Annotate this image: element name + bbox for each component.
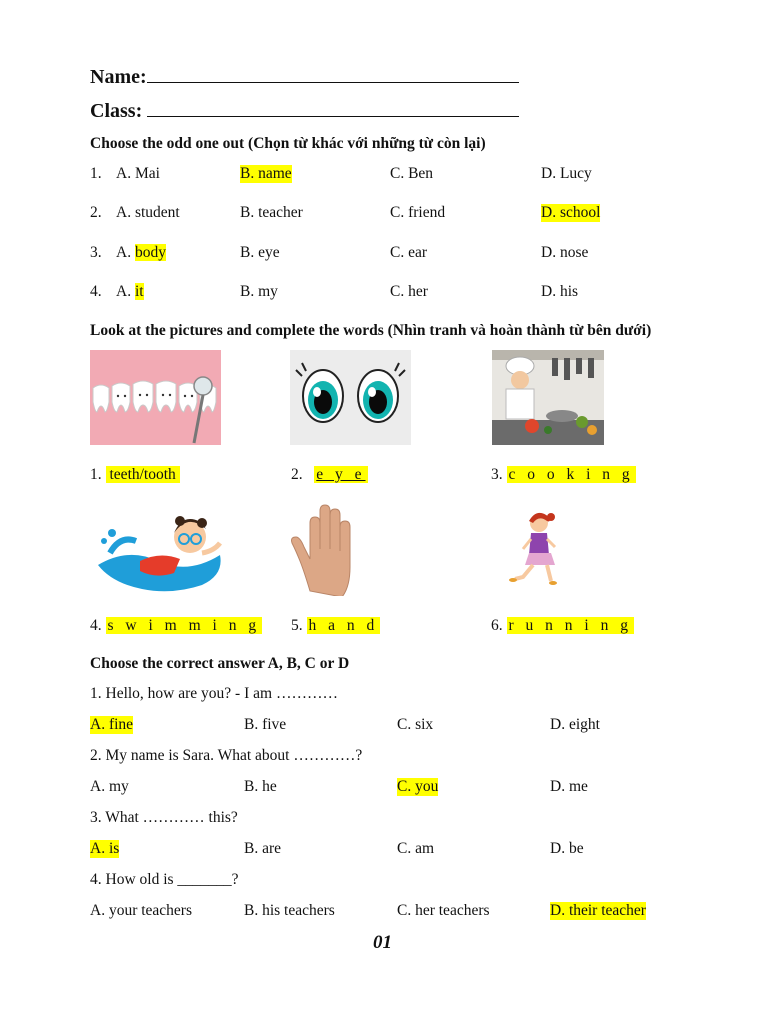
picture-answer-6: [491, 617, 634, 635]
section2-title: Look at the pictures and complete the words (Nhìn tranh và hoàn thành từ bên dưới): [90, 322, 652, 339]
swimming-girl-icon: [90, 503, 226, 596]
class-field: [90, 100, 519, 123]
answer-c: C. her teachers: [397, 902, 490, 919]
answer: e y e: [316, 466, 366, 483]
name-blank: [147, 66, 519, 83]
answer-b: B. five: [244, 716, 287, 733]
answer: c o o k i n g: [508, 466, 634, 483]
option-c: C. her: [390, 283, 428, 300]
picture-answer-1: [90, 466, 180, 484]
chef-cooking-icon: [492, 350, 604, 445]
option-a: student: [134, 204, 180, 221]
item-number: 6.: [491, 617, 503, 634]
s1-row-4: [90, 283, 144, 301]
option-c: C. Ben: [390, 165, 434, 182]
option-prefix: A.: [116, 283, 135, 300]
name-label: Name:: [90, 66, 147, 88]
answer-d: D. their teacher: [550, 902, 646, 919]
answer-c: C. am: [397, 840, 435, 857]
answer-a: A. is: [90, 840, 120, 857]
question-3: 3. What ………… this?: [90, 809, 238, 826]
option-a: body: [134, 244, 166, 261]
option-b: B. name: [240, 165, 292, 182]
option-c: C. ear: [390, 244, 428, 261]
s1-row-1: [90, 165, 160, 183]
question-2: 2. My name is Sara. What about …………?: [90, 747, 363, 764]
answer: s w i m m i n g: [107, 617, 261, 634]
answer-a: A. fine: [90, 716, 134, 733]
answer: h a n d: [308, 617, 379, 634]
picture-answer-2: [291, 466, 368, 484]
answer: teeth/tooth: [106, 466, 180, 483]
picture-answer-3: [491, 466, 636, 484]
s1-row-3: [90, 244, 166, 262]
option-prefix: A.: [116, 165, 135, 182]
answer: r u n n i n g: [508, 617, 632, 634]
hand-icon: [290, 503, 366, 596]
option-prefix: A.: [116, 204, 135, 221]
answer-a: A. my: [90, 778, 129, 795]
answer-c: C. you: [397, 778, 439, 795]
answer-d: D. me: [550, 778, 588, 795]
answer-b: B. his teachers: [244, 902, 335, 919]
option-d: D. his: [541, 283, 579, 300]
section1-title: Choose the odd one out (Chọn từ khác với những từ còn lại): [90, 135, 486, 152]
row-number: 2.: [90, 204, 102, 221]
s1-row-2: [90, 204, 180, 222]
option-b: B. my: [240, 283, 278, 300]
picture-answer-4: [90, 617, 262, 635]
item-number: 3.: [491, 466, 503, 483]
name-field: [90, 66, 519, 89]
answer-b: B. he: [244, 778, 277, 795]
class-blank: [147, 100, 519, 117]
eyes-icon: [290, 350, 411, 445]
row-number: 1.: [90, 165, 102, 182]
row-number: 3.: [90, 244, 102, 261]
teeth-icon: [90, 350, 221, 445]
row-number: 4.: [90, 283, 102, 300]
item-number: 4.: [90, 617, 102, 634]
option-d: D. Lucy: [541, 165, 592, 182]
item-number: 5.: [291, 617, 303, 634]
answer-c: C. six: [397, 716, 434, 733]
option-b: B. teacher: [240, 204, 303, 221]
option-d: D. nose: [541, 244, 589, 261]
class-label: Class:: [90, 100, 148, 122]
section3-title: Choose the correct answer A, B, C or D: [90, 655, 350, 672]
option-a: it: [134, 283, 144, 300]
item-number: 2.: [291, 466, 303, 483]
option-d: D. school: [541, 204, 601, 221]
question-4: 4. How old is _______?: [90, 871, 239, 888]
option-a: Mai: [134, 165, 160, 182]
answer-d: D. be: [550, 840, 584, 857]
page-number: 01: [373, 932, 392, 953]
question-1: 1. Hello, how are you? - I am …………: [90, 685, 338, 702]
running-girl-icon: [493, 503, 579, 596]
answer-a: A. your teachers: [90, 902, 192, 919]
answer-b: B. are: [244, 840, 282, 857]
picture-answer-5: [291, 617, 380, 635]
option-prefix: A.: [116, 244, 135, 261]
option-c: C. friend: [390, 204, 446, 221]
option-b: B. eye: [240, 244, 280, 261]
item-number: 1.: [90, 466, 102, 483]
answer-d: D. eight: [550, 716, 600, 733]
